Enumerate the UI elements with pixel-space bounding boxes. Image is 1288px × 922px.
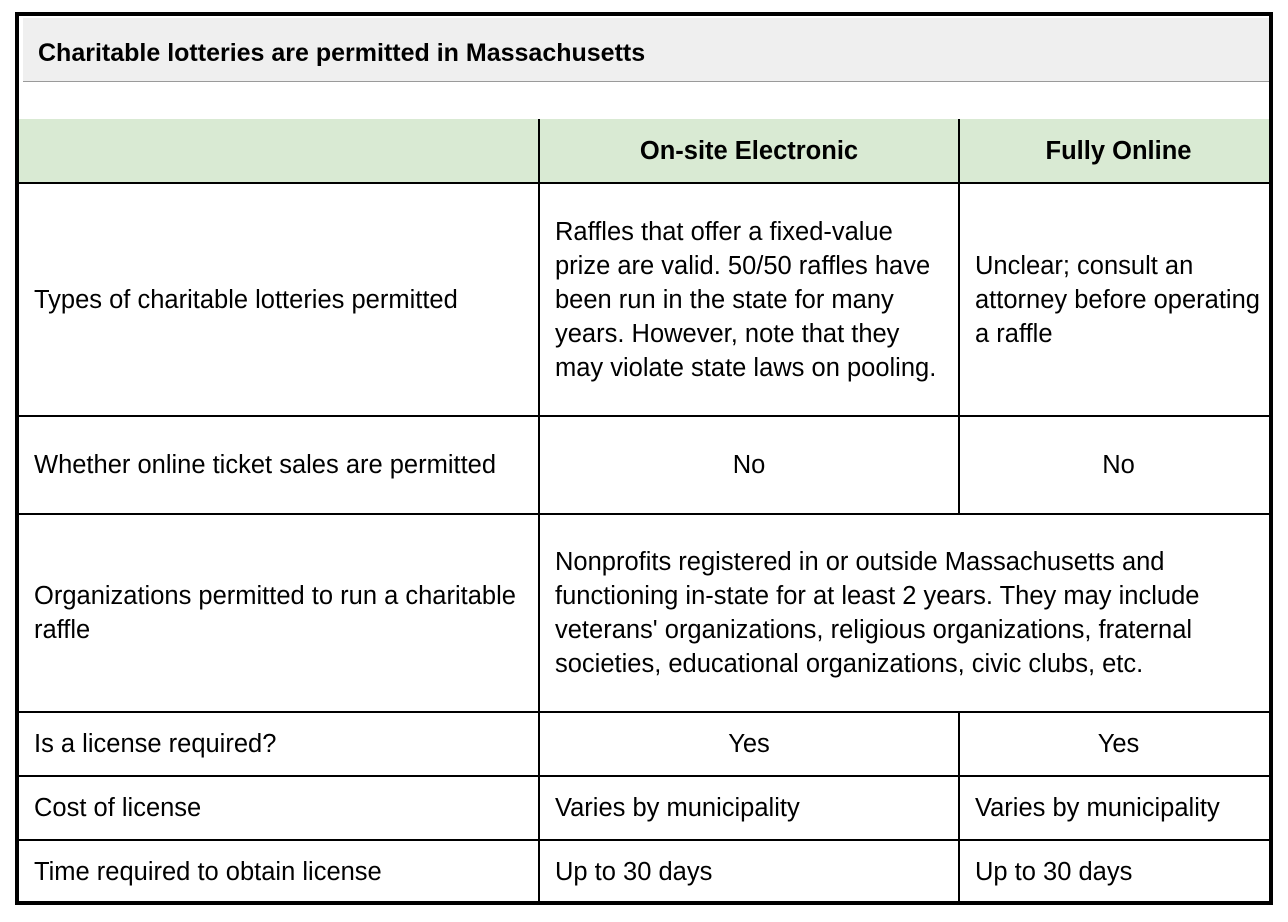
- table-row: [19, 712, 1273, 776]
- license-onsite-cell: Yes: [539, 712, 959, 776]
- header-row: [19, 119, 1273, 183]
- header-blank-cell: [19, 119, 539, 183]
- types-onsite-cell: Raffles that offer a fixed-value prize are valid. 50/50 raffles have been run in the state for many years. However, note that they may violate state laws on pooling.: [539, 183, 959, 416]
- cost-online-cell: Varies by municipality: [959, 776, 1273, 840]
- types-online-cell: Unclear; consult an attorney before operating a raffle: [959, 183, 1273, 416]
- table-row: [19, 776, 1273, 840]
- row-label-orgs: Organizations permitted to run a charitable raffle: [19, 514, 539, 712]
- row-label-online-sales: Whether online ticket sales are permitted: [19, 416, 539, 514]
- header-onsite-electronic: On-site Electronic: [539, 119, 959, 183]
- online-sales-onsite-cell: No: [539, 416, 959, 514]
- table-row: [19, 840, 1273, 904]
- table-title: Charitable lotteries are permitted in Massachusetts: [38, 39, 646, 67]
- row-label-license: Is a license required?: [19, 712, 539, 776]
- lottery-table-frame: [15, 12, 1273, 905]
- time-onsite-cell: Up to 30 days: [539, 840, 959, 904]
- comparison-table: [19, 119, 1273, 905]
- online-sales-online-cell: No: [959, 416, 1273, 514]
- cost-onsite-cell: Varies by municipality: [539, 776, 959, 840]
- license-online-cell: Yes: [959, 712, 1273, 776]
- table-title-row: [23, 18, 1269, 82]
- table-row: [19, 183, 1273, 416]
- table-row: [19, 416, 1273, 514]
- orgs-merged-cell: Nonprofits registered in or outside Massachusetts and functioning in-state for at least 2 years. They may include veterans' organizations, religious organizations, fraternal societies, educational organizations, civic clubs, etc.: [539, 514, 1273, 712]
- table-row: [19, 514, 1273, 712]
- row-label-cost: Cost of license: [19, 776, 539, 840]
- row-label-types: Types of charitable lotteries permitted: [19, 183, 539, 416]
- spacer-row: [19, 82, 1269, 120]
- time-online-cell: Up to 30 days: [959, 840, 1273, 904]
- header-fully-online: Fully Online: [959, 119, 1273, 183]
- row-label-time: Time required to obtain license: [19, 840, 539, 904]
